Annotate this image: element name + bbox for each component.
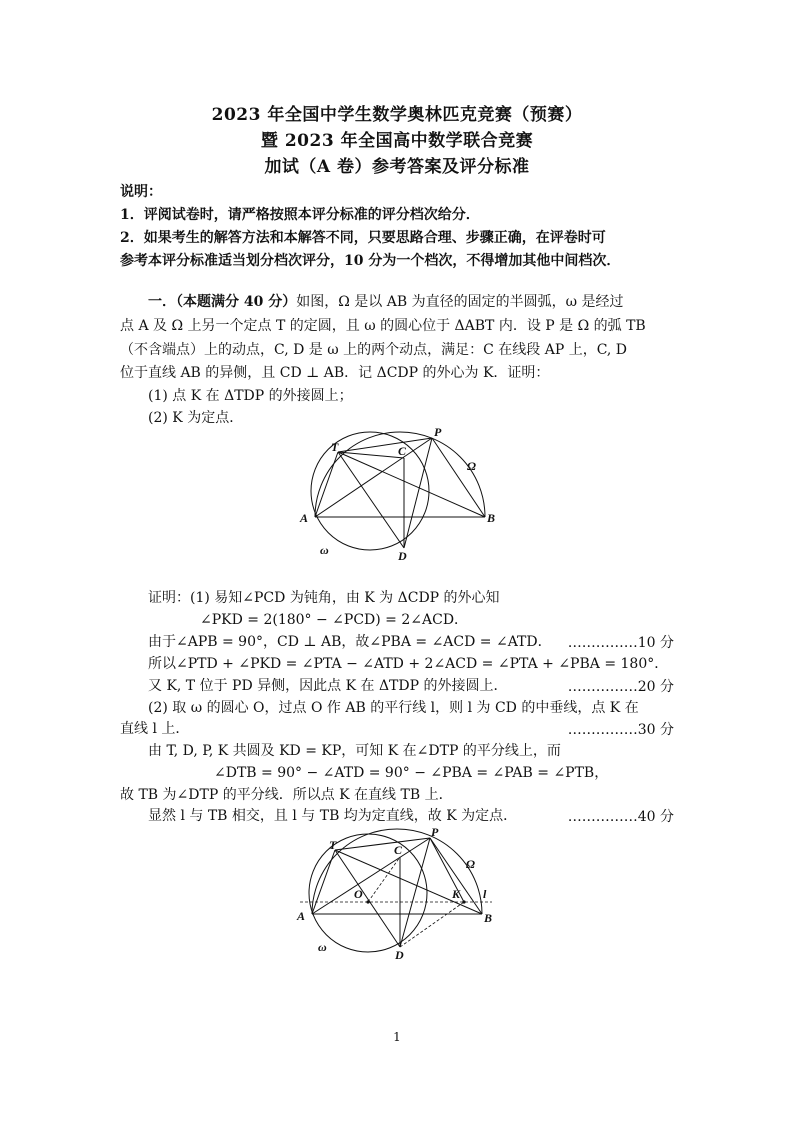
note-2b: 参考本评分标准适当划分档次评分，10 分为一个档次，不得增加其他中间档次． (120, 253, 621, 269)
title-line-3: 加试（A 卷）参考答案及评分标准 (264, 157, 530, 177)
problem-part-2: (2) K 为定点． (148, 410, 244, 426)
problem-line-1: 如图，Ω 是以 AB 为直径的固定的半圆弧，ω 是经过 (296, 294, 624, 310)
proof-line-4: 所以∠PTD + ∠PKD = ∠PTA − ∠ATD + 2∠ACD = ∠PTA + ∠PBA = 180°． (148, 656, 669, 672)
proof-line-3: 由于∠APB = 90°，CD ⊥ AB，故∠PBA = ∠ACD = ∠ATD． (148, 634, 552, 650)
fig1-label-P: P (434, 425, 442, 439)
proof-line-9: ∠DTB = 90° − ∠ATD = 90° − ∠PBA = ∠PAB = ∠PTB， (214, 765, 609, 781)
fig1-label-D: D (398, 549, 407, 563)
proof-line-11: 显然 l 与 TB 相交，且 l 与 TB 均为定直线，故 K 为定点． (148, 808, 518, 824)
problem-first-line (148, 292, 623, 312)
score-20: ……………20 分 (567, 679, 674, 695)
circle-omega-small (311, 432, 429, 550)
title-line-1: 2023 年全国中学生数学奥林匹克竞赛（预赛） (211, 105, 583, 125)
fig2-label-O: O (354, 887, 363, 901)
fig1-label-C: C (398, 444, 407, 458)
score-40: ……………40 分 (567, 809, 674, 825)
fig1-label-A: A (300, 511, 309, 525)
problem-line-4: 位于直线 AB 的异侧，且 CD ⊥ AB．记 ΔCDP 的外心为 K．证明： (120, 365, 550, 381)
fig2-label-P: P (431, 825, 439, 839)
fig2-label-l: l (483, 887, 487, 901)
note-2a: 2．如果考生的解答方法和本解答不同，只要思路合理、步骤正确，在评卷时可 (120, 230, 606, 246)
score-30: ……………30 分 (567, 722, 674, 738)
figure-1 (290, 420, 510, 570)
proof-line-5: 又 K, T 位于 PD 异侧，因此点 K 在 ΔTDP 的外接圆上． (148, 678, 508, 694)
page-number: 1 (393, 1030, 401, 1044)
fig1-label-T: T (331, 440, 339, 454)
fig1-label-omega: ω (320, 543, 329, 557)
proof-line-1: 证明：(1) 易知∠PCD 为钝角，由 K 为 ΔCDP 的外心知 (148, 590, 500, 606)
fig1-label-Omega: Ω (467, 459, 476, 473)
fig2-label-D: D (395, 948, 404, 962)
proof-line-6: (2) 取 ω 的圆心 O，过点 O 作 AB 的平行线 l，则 l 为 CD 的中垂线，点 K 在 (148, 700, 639, 716)
fig2-label-T: T (329, 838, 337, 852)
proof-line-10: 故 TB 为∠DTP 的平分线．所以点 K 在直线 TB 上． (120, 787, 453, 803)
fig2-label-C: C (394, 843, 403, 857)
problem-part-1: (1) 点 K 在 ΔTDP 的外接圆上； (148, 388, 353, 404)
fig1-label-B: B (487, 511, 496, 525)
fig2-label-K: K (452, 887, 461, 901)
notes-heading: 说明： (120, 184, 162, 200)
figure-2 (290, 825, 510, 970)
fig2-label-A: A (297, 909, 306, 923)
title-line-2: 暨 2023 年全国高中数学联合竞赛 (260, 131, 534, 151)
note-1: 1．评阅试卷时，请严格按照本评分标准的评分档次给分． (120, 207, 480, 223)
score-10: ……………10 分 (567, 635, 674, 651)
fig2-label-omega: ω (318, 940, 327, 954)
problem-line-2: 点 A 及 Ω 上另一个定点 T 的定圆，且 ω 的圆心位于 ΔABT 内．设 P 是 Ω 的弧 TB (120, 318, 646, 334)
problem-label: 一．（本题满分 40 分） (148, 294, 297, 310)
proof-line-2: ∠PKD = 2(180° − ∠PCD) = 2∠ACD． (200, 612, 469, 628)
fig2-label-B: B (484, 911, 493, 925)
fig2-label-Omega: Ω (466, 857, 475, 871)
problem-line-3: （不含端点）上的动点，C, D 是 ω 上的两个动点，满足：C 在线段 AP 上，C, D (120, 342, 628, 358)
proof-line-8: 由 T, D, P, K 共圆及 KD = KP，可知 K 在∠DTP 的平分线上，而 (148, 743, 561, 759)
proof-line-7: 直线 l 上． (120, 721, 190, 737)
